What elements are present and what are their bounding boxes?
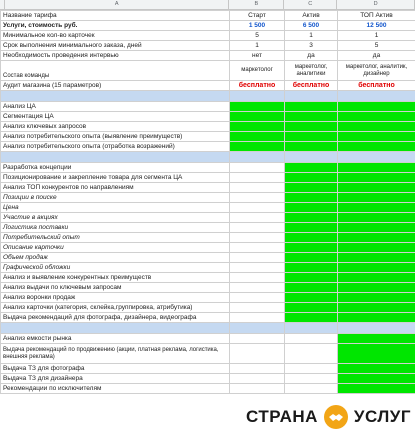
section-divider — [1, 152, 415, 163]
cell-start[interactable] — [230, 203, 285, 213]
column-header-b[interactable]: B — [229, 0, 284, 9]
price-label[interactable]: Услуги, стоимость руб. — [1, 21, 230, 31]
cell-start[interactable] — [230, 132, 285, 142]
cell-top-active[interactable] — [338, 334, 415, 344]
cell-active[interactable] — [285, 344, 338, 364]
cell-active[interactable] — [285, 163, 338, 173]
service-label[interactable]: Выдача рекомендаций по продвижению (акции, платная реклама, логистика, внешняя реклама) — [1, 344, 230, 364]
cell-start[interactable] — [230, 293, 285, 303]
cell-start[interactable]: 5 — [230, 31, 285, 41]
cell-top-active[interactable] — [338, 122, 415, 132]
cell-active[interactable]: да — [285, 51, 338, 61]
section-divider — [1, 323, 415, 334]
cell-top-active[interactable] — [338, 313, 415, 323]
column-header-d[interactable]: D — [337, 0, 415, 9]
cell-start[interactable] — [230, 193, 285, 203]
cell-active[interactable] — [285, 112, 338, 122]
table-row — [1, 283, 415, 293]
cell-active[interactable] — [285, 183, 338, 193]
plan-active[interactable]: Актив — [285, 11, 338, 21]
cell-top-active[interactable] — [338, 112, 415, 122]
service-label[interactable]: Позиции в поиске — [1, 193, 230, 203]
cell-active[interactable] — [285, 233, 338, 243]
cell-active[interactable] — [285, 334, 338, 344]
cell-top-active[interactable] — [338, 203, 415, 213]
cell-start[interactable] — [230, 374, 285, 384]
cell-start[interactable] — [230, 223, 285, 233]
service-label[interactable]: Выдача ТЗ для дизайнера — [1, 374, 230, 384]
divider-cell — [338, 152, 415, 163]
table-row — [1, 263, 415, 273]
cell-top-active[interactable] — [338, 243, 415, 253]
table-row — [1, 213, 415, 223]
cell-top-active[interactable] — [338, 293, 415, 303]
divider-cell — [338, 323, 415, 334]
service-label[interactable]: Выдача рекомендаций для фотографа, дизайнера, видеографа — [1, 313, 230, 323]
table-row — [1, 303, 415, 313]
divider-cell — [230, 91, 285, 102]
cell-top-active[interactable] — [338, 364, 415, 374]
price-active[interactable]: 6 500 — [285, 21, 338, 31]
service-label[interactable]: Разработка концепции — [1, 163, 230, 173]
table-row — [1, 122, 415, 132]
cell-top-active[interactable] — [338, 273, 415, 283]
cell-top-active[interactable] — [338, 223, 415, 233]
cell-active[interactable] — [285, 193, 338, 203]
divider-cell — [285, 152, 338, 163]
watermark-right-text: УСЛУГ — [353, 407, 411, 426]
service-label[interactable]: Анализ потребительского опыта (отработка возражений) — [1, 142, 230, 152]
cell-start[interactable] — [230, 303, 285, 313]
service-label[interactable]: Анализ ключевых запросов — [1, 122, 230, 132]
audit-label[interactable]: Аудит магазина (15 параметров) — [1, 81, 230, 91]
cell-start[interactable] — [230, 173, 285, 183]
cell-active[interactable] — [285, 213, 338, 223]
service-label[interactable]: Объем продаж — [1, 253, 230, 263]
row-label[interactable]: Срок выполнения минимального заказа, дней — [1, 41, 230, 51]
service-label[interactable]: Выдача ТЗ для фотографа — [1, 364, 230, 374]
cell-start[interactable] — [230, 112, 285, 122]
service-label[interactable]: Графической обложки — [1, 263, 230, 273]
divider-cell — [285, 91, 338, 102]
table-row — [1, 183, 415, 193]
cell-top-active[interactable] — [338, 384, 415, 394]
plan-name-label[interactable]: Название тарифа — [1, 11, 230, 21]
table-row — [1, 344, 415, 364]
handshake-icon — [324, 405, 348, 429]
cell-start[interactable] — [230, 344, 285, 364]
cell-start[interactable] — [230, 384, 285, 394]
audit-top-active[interactable]: бесплатно — [338, 81, 415, 91]
cell-top-active[interactable] — [338, 183, 415, 193]
audit-active[interactable]: бесплатно — [285, 81, 338, 91]
cell-top-active[interactable]: да — [338, 51, 415, 61]
cell-active[interactable] — [285, 253, 338, 263]
cell-active[interactable]: 3 — [285, 41, 338, 51]
table-row — [1, 163, 415, 173]
cell-start[interactable] — [230, 313, 285, 323]
table-row — [1, 313, 415, 323]
service-label[interactable]: Описание карточки — [1, 243, 230, 253]
column-header-c[interactable]: C — [284, 0, 337, 9]
table-row — [1, 364, 415, 374]
table-row — [1, 374, 415, 384]
cell-active[interactable] — [285, 384, 338, 394]
cell-start[interactable]: нет — [230, 51, 285, 61]
cell-active[interactable] — [285, 263, 338, 273]
row-label[interactable]: Минимальное кол-во карточек — [1, 31, 230, 41]
cell-top-active[interactable] — [338, 263, 415, 273]
table-row — [1, 112, 415, 122]
table-row — [1, 173, 415, 183]
divider-cell — [338, 91, 415, 102]
watermark-left-text: СТРАНА — [246, 407, 318, 426]
price-top-active[interactable]: 12 500 — [338, 21, 415, 31]
cell-top-active[interactable] — [338, 233, 415, 243]
cell-top-active[interactable] — [338, 173, 415, 183]
price-start[interactable]: 1 500 — [230, 21, 285, 31]
table-row — [1, 293, 415, 303]
cell-active[interactable] — [285, 303, 338, 313]
cell-top-active[interactable] — [338, 132, 415, 142]
cell-active[interactable] — [285, 313, 338, 323]
cell-active[interactable] — [285, 102, 338, 112]
cell-start[interactable] — [230, 163, 285, 173]
service-label[interactable]: Анализ воронки продаж — [1, 293, 230, 303]
cell-top-active[interactable] — [338, 374, 415, 384]
cell-active[interactable]: 1 — [285, 31, 338, 41]
column-header-bar — [0, 0, 415, 10]
cell-start[interactable] — [230, 253, 285, 263]
cell-top-active[interactable] — [338, 213, 415, 223]
service-label[interactable]: Анализ ЦА — [1, 102, 230, 112]
cell-top-active[interactable]: 5 — [338, 41, 415, 51]
service-label[interactable]: Потребительский опыт — [1, 233, 230, 243]
service-label[interactable]: Сегментация ЦА — [1, 112, 230, 122]
cell-start[interactable] — [230, 213, 285, 223]
cell-active[interactable] — [285, 364, 338, 374]
service-label[interactable]: Цена — [1, 203, 230, 213]
cell-active[interactable] — [285, 203, 338, 213]
cell-active[interactable] — [285, 374, 338, 384]
cell-start[interactable] — [230, 142, 285, 152]
cell-active[interactable] — [285, 142, 338, 152]
audit-start[interactable]: бесплатно — [230, 81, 285, 91]
tariff-table — [0, 10, 415, 394]
divider-cell — [1, 323, 230, 334]
cell-start[interactable] — [230, 364, 285, 374]
cell-active[interactable] — [285, 243, 338, 253]
service-label[interactable]: Анализ и выявление конкурентных преимуществ — [1, 273, 230, 283]
cell-active[interactable] — [285, 132, 338, 142]
team-label[interactable]: Состав команды — [1, 61, 230, 81]
cell-start[interactable] — [230, 273, 285, 283]
service-label[interactable]: Анализ потребительского опыта (выявление преимуществ) — [1, 132, 230, 142]
cell-start[interactable] — [230, 283, 285, 293]
service-label[interactable]: Участие в акциях — [1, 213, 230, 223]
service-label[interactable]: Рекомендации по исключителям — [1, 384, 230, 394]
team-top-active[interactable]: маркетолог, аналитик, дизайнер — [338, 61, 415, 81]
cell-start[interactable] — [230, 243, 285, 253]
table-row — [1, 132, 415, 142]
divider-cell — [230, 323, 285, 334]
strana-uslug-watermark — [246, 396, 415, 438]
cell-top-active[interactable] — [338, 163, 415, 173]
team-start[interactable]: маркетолог — [230, 61, 285, 81]
cell-active[interactable] — [285, 273, 338, 283]
cell-active[interactable] — [285, 283, 338, 293]
cell-active[interactable] — [285, 122, 338, 132]
divider-cell — [285, 323, 338, 334]
plan-start[interactable]: Старт — [230, 11, 285, 21]
table-row — [1, 233, 415, 243]
cell-start[interactable] — [230, 263, 285, 273]
table-row — [1, 142, 415, 152]
team-active[interactable]: маркетолог, аналитики — [285, 61, 338, 81]
cell-active[interactable] — [285, 293, 338, 303]
cell-top-active[interactable] — [338, 283, 415, 293]
table-row — [1, 243, 415, 253]
cell-start[interactable]: 1 — [230, 41, 285, 51]
cell-start[interactable] — [230, 183, 285, 193]
divider-cell — [1, 152, 230, 163]
cell-top-active[interactable] — [338, 253, 415, 263]
cell-top-active[interactable] — [338, 303, 415, 313]
service-label[interactable]: Анализ емкости рынка — [1, 334, 230, 344]
table-row — [1, 384, 415, 394]
table-row — [1, 334, 415, 344]
cell-active[interactable] — [285, 223, 338, 233]
section-divider — [1, 91, 415, 102]
service-label[interactable]: Логистика поставки — [1, 223, 230, 233]
service-label[interactable]: Анализ карточки (категория, склейка,группировка, атрибутика) — [1, 303, 230, 313]
table-row — [1, 102, 415, 112]
cell-active[interactable] — [285, 173, 338, 183]
cell-start[interactable] — [230, 122, 285, 132]
cell-top-active[interactable] — [338, 344, 415, 364]
divider-cell — [230, 152, 285, 163]
row-label[interactable]: Необходимость проведения интервью — [1, 51, 230, 61]
table-row — [1, 273, 415, 283]
cell-top-active[interactable]: 1 — [338, 31, 415, 41]
table-row — [1, 223, 415, 233]
cell-top-active[interactable] — [338, 193, 415, 203]
plan-top-active[interactable]: ТОП Актив — [338, 11, 415, 21]
service-label[interactable]: Анализ выдачи по ключевым запросам — [1, 283, 230, 293]
divider-cell — [1, 91, 230, 102]
column-header-a[interactable]: A — [5, 0, 229, 9]
service-label[interactable]: Анализ ТОП конкурентов по направлениям — [1, 183, 230, 193]
cell-start[interactable] — [230, 334, 285, 344]
cell-start[interactable] — [230, 102, 285, 112]
cell-top-active[interactable] — [338, 142, 415, 152]
service-label[interactable]: Позиционирование и закрепление товара для сегмента ЦА — [1, 173, 230, 183]
cell-start[interactable] — [230, 233, 285, 243]
cell-top-active[interactable] — [338, 102, 415, 112]
table-row — [1, 193, 415, 203]
table-row — [1, 203, 415, 213]
table-row — [1, 253, 415, 263]
